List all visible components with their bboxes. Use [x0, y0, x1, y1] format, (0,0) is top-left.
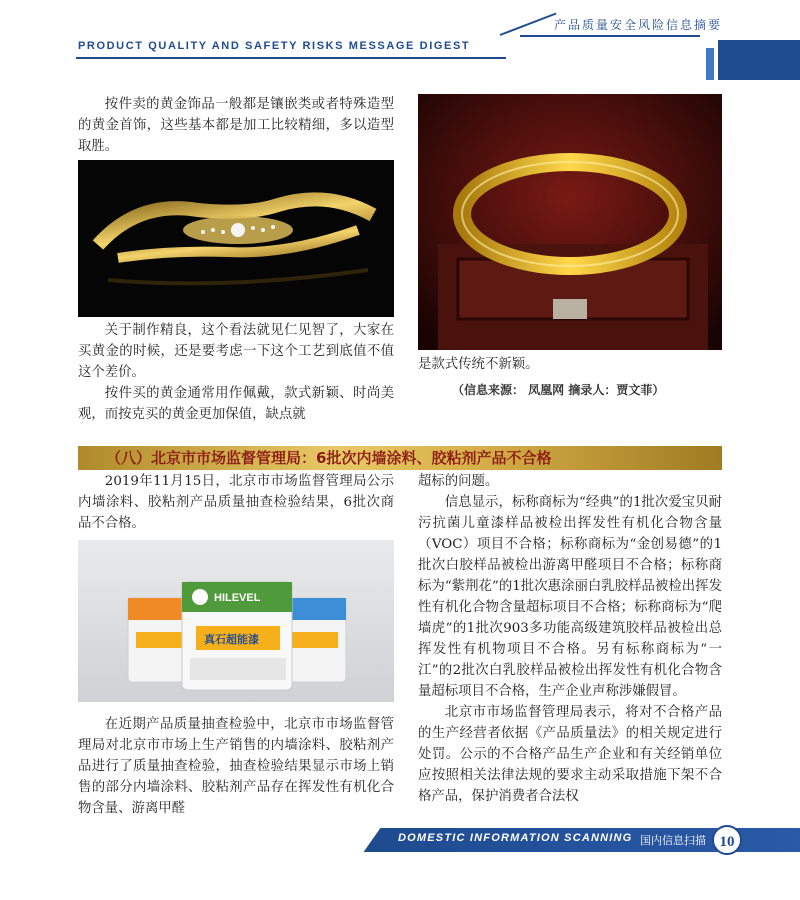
header-title-cn: 产品质量安全风险信息摘要	[553, 18, 722, 32]
article2-paragraph-details: 信息显示，标称商标为“经典”的1批次爱宝贝耐污抗菌儿童漆样品被检出挥发性有机化合物含量（VOC）项目不合格；标称商标为“金创易德”的1批次白胶样品被检出游离甲醛项目不合格；标称商标为“紫荆花”的1批次惠涂丽白乳胶样品被检出挥发性有机化合物含量超标项目不合格；标称商标为“爬墙虎”的1批次903多功能高级建筑胶样品被检出总挥发性有机物项目不合格。另有标称商标为“一江”的2批次白乳胶样品被检出挥发性有机化合物含量超标项目不合格，生产企业声称涉嫌假冒。	[418, 495, 722, 699]
header-rule-slant	[500, 13, 557, 36]
footer-title-cn: 国内信息扫描	[640, 834, 706, 847]
article2-paragraph-penalty: 北京市市场监督管理局表示，将对不合格产品的生产经营者依据《产品质量法》的相关规定进行处罚。公示的不合格产品生产企业和有关经销单位应按照相关法律法规的要求主动采取措施下架不合格产品，保护消费者合法权	[418, 705, 722, 804]
section-title: （八）北京市市场监督管理局：6批次内墙涂料、胶粘剂产品不合格	[106, 449, 552, 467]
article1-paragraph-3-continued: 是款式传统不新颖。	[418, 357, 539, 372]
article1-paragraph-1: 按件卖的黄金饰品一般都是镶嵌类或者特殊造型的黄金首饰，这些基本都是加工比较精细，多以造型取胜。	[78, 97, 394, 154]
bucket-product-label: 真石超能漆	[204, 633, 259, 646]
header-rule-top	[520, 35, 700, 37]
article2-right-column	[418, 471, 722, 807]
article1-paragraph-3: 按件买的黄金通常用作佩戴，款式新颖、时尚美观，而按克买的黄金更加保值，缺点就	[78, 386, 394, 422]
header-block	[718, 40, 800, 80]
article1-source-credit: （信息来源： 凤凰网 摘录人：贾文菲）	[452, 383, 665, 397]
header-accent-bar	[706, 48, 714, 80]
article2-paragraph-left: 在近期产品质量抽查检验中，北京市市场监督管理局对北京市市场上生产销售的内墙涂料、胶粘剂产品进行了质量抽查检验，抽查检验结果显示市场上销售的部分内墙涂料、胶粘剂产品存在挥发性有机化合物含量、游离甲醛	[78, 717, 394, 816]
header-title-en: PRODUCT QUALITY AND SAFETY RISKS MESSAGE DIGEST	[78, 40, 471, 52]
footer-title-en: DOMESTIC INFORMATION SCANNING	[398, 832, 633, 844]
page-number: 10	[712, 825, 742, 855]
header-rule-bottom	[76, 57, 506, 59]
article2-paragraph-intro: 2019年11月15日，北京市市场监督管理局公示内墙涂料、胶粘剂产品质量抽查检验结果，6批次商品不合格。	[78, 474, 394, 531]
gold-bangle-photo	[418, 94, 722, 350]
bucket-brand-label: HILEVEL	[214, 592, 261, 604]
article1-paragraph-2: 关于制作精良，这个看法就见仁见智了，大家在买黄金的时候，还是要考虑一下这个工艺到底值不值这个差价。	[78, 323, 394, 380]
paint-buckets-photo	[78, 540, 394, 702]
gold-bracelet-photo	[78, 160, 394, 317]
article2-paragraph-continued: 超标的问题。	[418, 474, 499, 489]
